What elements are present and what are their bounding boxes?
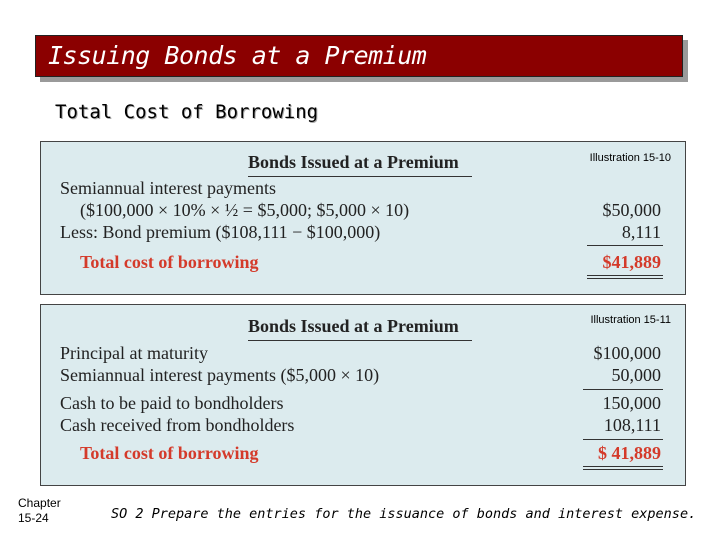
row-amount: 8,111 [621,222,661,242]
study-objective: SO 2 Prepare the entries for the issuance of bonds and interest expense. [111,506,697,522]
illustration-label: Illustration 15-10 [589,152,671,164]
total-double-rule-bottom [587,278,663,279]
row-amount: 50,000 [611,365,661,385]
row-amount: $50,000 [602,200,661,220]
title-bar [35,35,683,77]
row-label: Semiannual interest payments [60,178,276,198]
chapter-label: Chapter [18,496,61,510]
row-label: Less: Bond premium ($108,111 − $100,000) [60,222,381,242]
total-label: Total cost of borrowing [80,443,259,463]
illustration-panel-1 [40,141,686,295]
subtotal-rule [583,439,663,440]
slide-subtitle: Total Cost of Borrowing [55,101,319,123]
total-double-rule-top [587,275,663,276]
illustration-label: Illustration 15-11 [590,314,671,326]
illustration-panel-2 [40,304,686,486]
subtotal-rule [583,389,663,390]
panel-heading: Bonds Issued at a Premium [248,152,472,177]
panel-heading: Bonds Issued at a Premium [248,316,472,341]
total-amount: $ 41,889 [598,443,661,463]
total-label: Total cost of borrowing [80,252,259,272]
chapter-footer [18,496,61,526]
total-double-rule-top [583,466,663,467]
row-amount: 150,000 [602,393,661,413]
row-label: Semiannual interest payments ($5,000 × 10) [60,365,380,385]
page-number: 15-24 [18,511,49,525]
row-amount: 108,111 [603,415,661,435]
row-label: Cash received from bondholders [60,415,295,435]
row-label: Cash to be paid to bondholders [60,393,284,413]
row-amount: $100,000 [593,343,661,363]
row-label: ($100,000 × 10% × ½ = $5,000; $5,000 × 10) [80,200,410,220]
slide-title: Issuing Bonds at a Premium [48,41,427,70]
row-label: Principal at maturity [60,343,208,363]
total-amount: $41,889 [602,252,661,272]
subtotal-rule [587,245,663,246]
total-double-rule-bottom [583,469,663,470]
